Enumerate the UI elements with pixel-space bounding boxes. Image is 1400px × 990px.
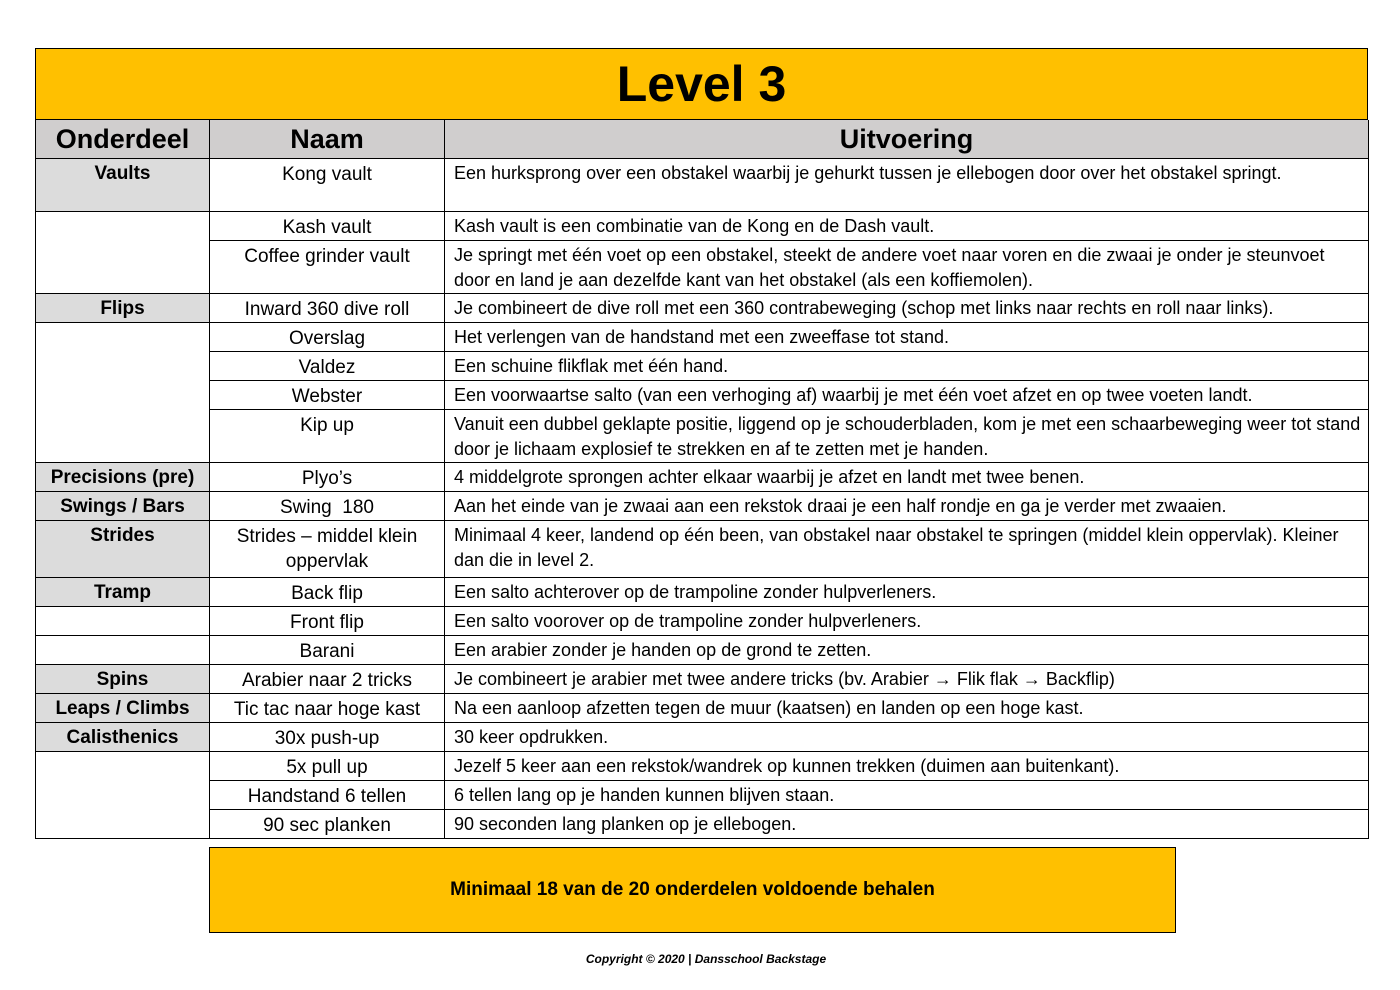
exercise-name: Back flip <box>210 578 445 607</box>
exercise-description: Minimaal 4 keer, landend op één been, van obstakel naar obstakel te springen (middel klein oppervlak). Kleiner dan die in level 2. <box>445 521 1369 578</box>
exercise-name: Arabier naar 2 tricks <box>210 665 445 694</box>
exercise-name: Overslag <box>210 323 445 352</box>
category-cell: Vaults <box>36 159 210 212</box>
exercise-description: 30 keer opdrukken. <box>445 723 1369 752</box>
table-row <box>36 294 1369 323</box>
category-cell: Tramp <box>36 578 210 607</box>
exercise-description: Een voorwaartse salto (van een verhoging af) waarbij je met één voet afzet en op twee voeten landt. <box>445 381 1369 410</box>
copyright-notice: Copyright © 2020 | Dansschool Backstage <box>585 952 827 966</box>
exercise-description: 90 seconden lang planken op je ellebogen. <box>445 810 1369 839</box>
table-row <box>36 492 1369 521</box>
category-cell: Strides <box>36 521 210 578</box>
table-row <box>36 463 1369 492</box>
exercise-name: Swing 180 <box>210 492 445 521</box>
exercise-name: Valdez <box>210 352 445 381</box>
table-row <box>36 810 1369 839</box>
exercise-name: Strides – middel klein oppervlak <box>210 521 445 578</box>
category-cell: Precisions (pre) <box>36 463 210 492</box>
page-title: Level 3 <box>35 48 1368 120</box>
table-row <box>36 521 1369 578</box>
exercise-name: Handstand 6 tellen <box>210 781 445 810</box>
exercise-description: Je combineert je arabier met twee andere tricks (bv. Arabier → Flik flak → Backflip) <box>445 665 1369 694</box>
exercise-name: 90 sec planken <box>210 810 445 839</box>
exercise-table <box>35 120 1369 839</box>
category-cell <box>36 323 210 463</box>
table-row <box>36 752 1369 781</box>
table-row <box>36 607 1369 636</box>
category-cell: Leaps / Climbs <box>36 694 210 723</box>
column-header-name: Naam <box>210 120 445 159</box>
category-cell <box>36 636 210 665</box>
exercise-name: Coffee grinder vault <box>210 241 445 294</box>
category-cell: Spins <box>36 665 210 694</box>
table-row <box>36 665 1369 694</box>
exercise-name: Webster <box>210 381 445 410</box>
exercise-name: 5x pull up <box>210 752 445 781</box>
table-row <box>36 578 1369 607</box>
table-row <box>36 381 1369 410</box>
category-cell <box>36 212 210 294</box>
requirement-note-text: Minimaal 18 van de 20 onderdelen voldoende behalen <box>450 879 935 900</box>
exercise-description: Je springt met één voet op een obstakel, steekt de andere voet naar voren en die zwaai je onder je steunvoet door en land je aan dezelfde kant van het obstakel (als een koffiemolen). <box>445 241 1369 294</box>
exercise-description: 4 middelgrote sprongen achter elkaar waarbij je afzet en landt met twee benen. <box>445 463 1369 492</box>
table-row <box>36 694 1369 723</box>
exercise-description: Vanuit een dubbel geklapte positie, liggend op je schouderbladen, kom je met een schaarbeweging weer tot stand door je lichaam explosief te strekken en af te zetten met je handen. <box>445 410 1369 463</box>
exercise-description: Jezelf 5 keer aan een rekstok/wandrek op kunnen trekken (duimen aan buitenkant). <box>445 752 1369 781</box>
exercise-description: Een salto achterover op de trampoline zonder hulpverleners. <box>445 578 1369 607</box>
exercise-description: Een arabier zonder je handen op de grond te zetten. <box>445 636 1369 665</box>
table-row <box>36 241 1369 294</box>
exercise-description: Een schuine flikflak met één hand. <box>445 352 1369 381</box>
requirement-note <box>209 847 1176 933</box>
exercise-name: Kong vault <box>210 159 445 212</box>
column-header-description: Uitvoering <box>445 120 1369 159</box>
table-header-row <box>36 120 1369 159</box>
exercise-description: Na een aanloop afzetten tegen de muur (kaatsen) en landen op een hoge kast. <box>445 694 1369 723</box>
category-cell <box>36 752 210 839</box>
table-row <box>36 410 1369 463</box>
category-cell <box>36 607 210 636</box>
table-row <box>36 723 1369 752</box>
exercise-name: Inward 360 dive roll <box>210 294 445 323</box>
category-cell: Swings / Bars <box>36 492 210 521</box>
table-row <box>36 159 1369 212</box>
table-row <box>36 323 1369 352</box>
exercise-name: Front flip <box>210 607 445 636</box>
column-header-category: Onderdeel <box>36 120 210 159</box>
exercise-name: Kip up <box>210 410 445 463</box>
table-row <box>36 212 1369 241</box>
exercise-name: Tic tac naar hoge kast <box>210 694 445 723</box>
exercise-name: Plyo’s <box>210 463 445 492</box>
exercise-description: Een salto voorover op de trampoline zonder hulpverleners. <box>445 607 1369 636</box>
level-sheet <box>35 48 1368 839</box>
exercise-description: Het verlengen van de handstand met een zweeffase tot stand. <box>445 323 1369 352</box>
table-row <box>36 781 1369 810</box>
exercise-description: 6 tellen lang op je handen kunnen blijven staan. <box>445 781 1369 810</box>
exercise-name: 30x push-up <box>210 723 445 752</box>
table-row <box>36 636 1369 665</box>
table-row <box>36 352 1369 381</box>
category-cell: Calisthenics <box>36 723 210 752</box>
category-cell: Flips <box>36 294 210 323</box>
exercise-description: Aan het einde van je zwaai aan een rekstok draai je een half rondje en ga je verder met zwaaien. <box>445 492 1369 521</box>
exercise-description: Je combineert de dive roll met een 360 contrabeweging (schop met links naar rechts en roll naar links). <box>445 294 1369 323</box>
exercise-description: Een hurksprong over een obstakel waarbij je gehurkt tussen je ellebogen door over het obstakel springt. <box>445 159 1369 212</box>
exercise-name: Barani <box>210 636 445 665</box>
exercise-name: Kash vault <box>210 212 445 241</box>
exercise-description: Kash vault is een combinatie van de Kong en de Dash vault. <box>445 212 1369 241</box>
